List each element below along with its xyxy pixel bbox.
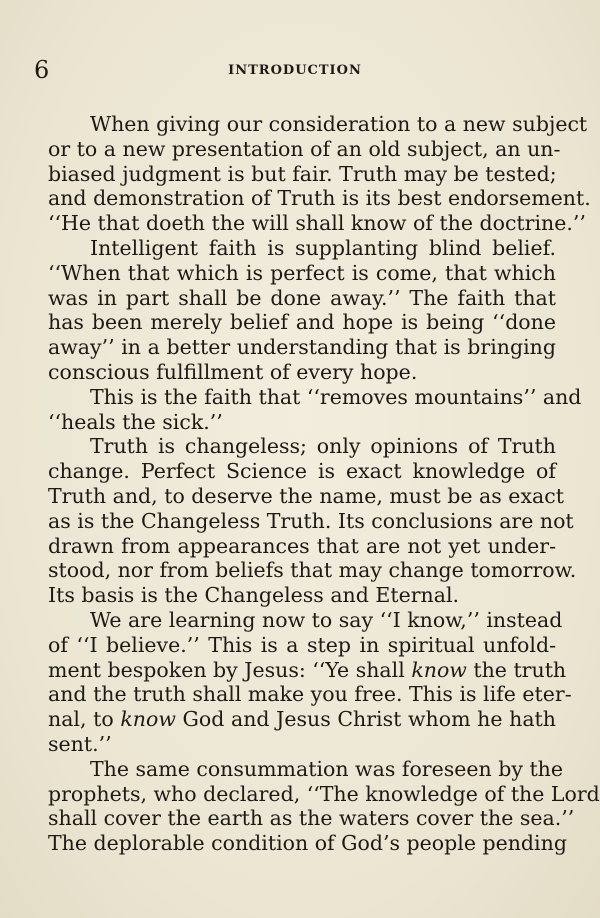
text-line: or to a new presentation of an old subject, an un- — [48, 136, 561, 161]
text-line: prophets, who declared, ‘‘The knowledge of the Lord — [48, 781, 600, 806]
page-header — [34, 55, 556, 85]
text-line: has been merely belief and hope is being ‘‘done — [48, 310, 556, 335]
text-line: We are learning now to say ‘‘I know,’’ instead — [90, 607, 563, 632]
text-line: This is the faith that ‘‘removes mountains’’ and — [90, 384, 582, 409]
text-line — [48, 657, 567, 683]
text-line: sent.’’ — [48, 731, 112, 756]
text-line: stood, nor from beliefs that may change tomorrow. — [48, 558, 577, 583]
text-line: ‘‘He that doeth the will shall know of the doctrine.’’ — [48, 211, 586, 236]
text-line: and demonstration of Truth is its best endorsement. — [48, 186, 591, 211]
text-line: Its basis is the Changeless and Eternal. — [48, 583, 460, 608]
running-head: INTRODUCTION — [228, 63, 362, 78]
text-line: Truth and, to deserve the name, must be as exact — [48, 483, 564, 508]
text-segment: nal, to — [48, 707, 114, 732]
text-segment: ment bespoken by Jesus: ‘‘Ye shall — [48, 657, 405, 682]
text-segment: the truth — [473, 657, 567, 682]
italic-word: know — [120, 707, 176, 732]
text-line: change. Perfect Science is exact knowledge of — [48, 459, 556, 484]
text-line: Intelligent faith is supplanting blind belief. — [90, 235, 556, 260]
body-text — [48, 112, 600, 856]
text-line: biased judgment is but fair. Truth may be tested; — [48, 161, 557, 186]
text-line — [48, 707, 556, 732]
text-line: as is the Changeless Truth. Its conclusions are not — [48, 508, 574, 533]
text-line: Truth is changeless; only opinions of Truth — [90, 434, 556, 459]
text-line: When giving our consideration to a new subject — [90, 112, 588, 136]
text-line: was in part shall be done away.’’ The faith that — [48, 285, 556, 310]
text-line: drawn from appearances that are not yet under- — [48, 533, 556, 558]
text-line: ‘‘When that which is perfect is come, that which — [48, 260, 556, 285]
text-line: shall cover the earth as the waters cover the sea.’’ — [48, 806, 575, 831]
text-line: and the truth shall make you free. This is life eter- — [48, 682, 572, 707]
text-segment: God and Jesus Christ whom he hath — [182, 707, 556, 732]
italic-word: know — [411, 657, 467, 682]
text-line: conscious fulfillment of every hope. — [48, 359, 418, 384]
text-line: away’’ in a better understanding that is bringing — [48, 335, 556, 360]
page-number: 6 — [34, 56, 50, 84]
text-line: of ‘‘I believe.’’ This is a step in spiritual unfold- — [48, 632, 556, 657]
text-line: The deplorable condition of God’s people pending — [48, 831, 567, 856]
text-line: ‘‘heals the sick.’’ — [48, 409, 223, 434]
text-line: The same consummation was foreseen by the — [90, 756, 564, 781]
